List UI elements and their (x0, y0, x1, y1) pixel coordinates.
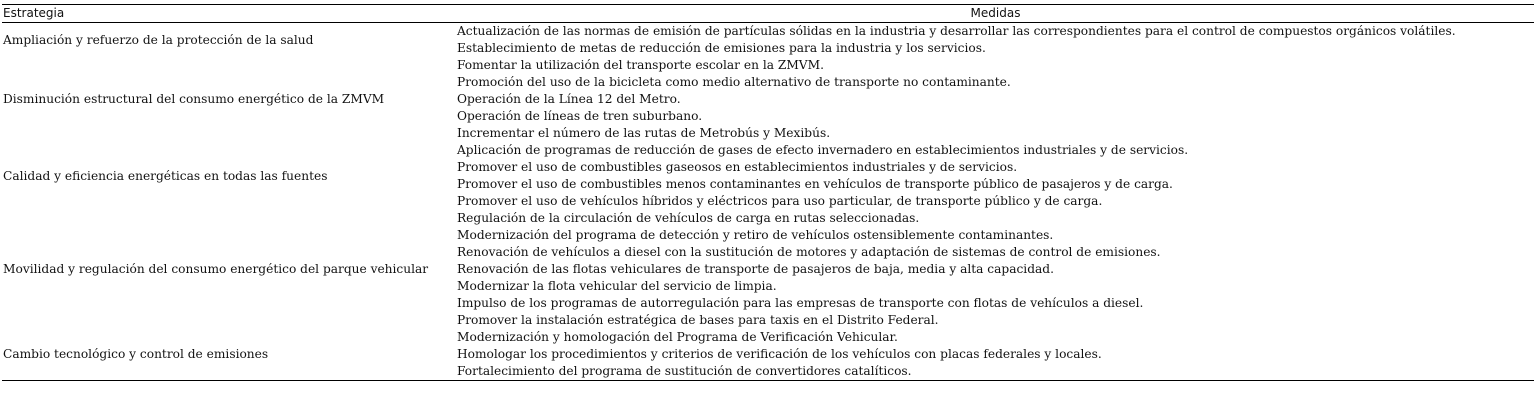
header-row (2, 5, 1534, 22)
measure-cell: Modernización del programa de detección y retiro de vehículos ostensiblemente contaminantes. (457, 228, 1054, 242)
table-row (2, 329, 1534, 346)
measure-cell: Promover el uso de vehículos híbridos y eléctricos para uso particular, de transporte público y de carga. (457, 194, 1103, 208)
table-row (2, 142, 1534, 159)
measure-cell: Incrementar el número de las rutas de Metrobús y Mexibús. (457, 126, 831, 140)
measure-cell: Fortalecimiento del programa de sustitución de convertidores catalíticos. (457, 364, 912, 378)
measure-cell: Actualización de las normas de emisión de partículas sólidas en la industria y desarrollar las correspondientes para el control de compuestos orgánicos volátiles. (457, 24, 1456, 38)
measure-cell: Operación de líneas de tren suburbano. (457, 109, 703, 123)
measure-cell: Fomentar la utilización del transporte escolar en la ZMVM. (457, 58, 824, 72)
header-measures: Medidas (970, 6, 1021, 20)
measure-cell: Promover el uso de combustibles menos contaminantes en vehículos de transporte público de pasajeros y de carga. (457, 177, 1173, 191)
strategy-cell: Movilidad y regulación del consumo energético del parque vehicular (3, 262, 429, 276)
measure-cell: Modernización y homologación del Programa de Verificación Vehicular. (457, 330, 898, 344)
strategy-cell: Disminución estructural del consumo energético de la ZMVM (3, 92, 385, 106)
table-body (2, 23, 1534, 380)
measure-cell: Regulación de la circulación de vehículos de carga en rutas seleccionadas. (457, 211, 920, 225)
bottom-rule (2, 380, 1534, 381)
table (2, 5, 1534, 22)
table-row (2, 57, 1534, 74)
measure-cell: Homologar los procedimientos y criterios de verificación de los vehículos con placas federales y locales. (457, 347, 1102, 361)
measure-cell: Renovación de las flotas vehiculares de transporte de pasajeros de baja, media y alta capacidad. (457, 262, 1054, 276)
measure-cell: Operación de la Línea 12 del Metro. (457, 92, 681, 106)
measure-cell: Promover la instalación estratégica de bases para taxis en el Distrito Federal. (457, 313, 939, 327)
strategy-measures-table (2, 4, 1534, 381)
measure-cell: Renovación de vehículos a diesel con la sustitución de motores y adaptación de sistemas de control de emisiones. (457, 245, 1161, 259)
table-row (2, 23, 1534, 40)
measure-cell: Impulso de los programas de autorregulación para las empresas de transporte con flotas de vehículos a diesel. (457, 296, 1144, 310)
table-row (2, 210, 1534, 227)
header-strategy: Estrategia (3, 6, 65, 20)
measure-cell: Promover el uso de combustibles gaseosos en establecimientos industriales y de servicios. (457, 160, 1018, 174)
strategy-cell: Calidad y eficiencia energéticas en todas las fuentes (3, 168, 328, 183)
measure-cell: Aplicación de programas de reducción de gases de efecto invernadero en establecimientos industriales y de servicios. (457, 143, 1189, 157)
strategy-cell: Ampliación y refuerzo de la protección de la salud (3, 32, 314, 47)
measure-cell: Establecimiento de metas de reducción de emisiones para la industria y los servicios. (457, 41, 986, 55)
measure-cell: Modernizar la flota vehicular del servicio de limpia. (457, 279, 777, 293)
strategy-cell: Cambio tecnológico y control de emisiones (3, 347, 269, 361)
measure-cell: Promoción del uso de la bicicleta como medio alternativo de transporte no contaminante. (457, 75, 1011, 89)
